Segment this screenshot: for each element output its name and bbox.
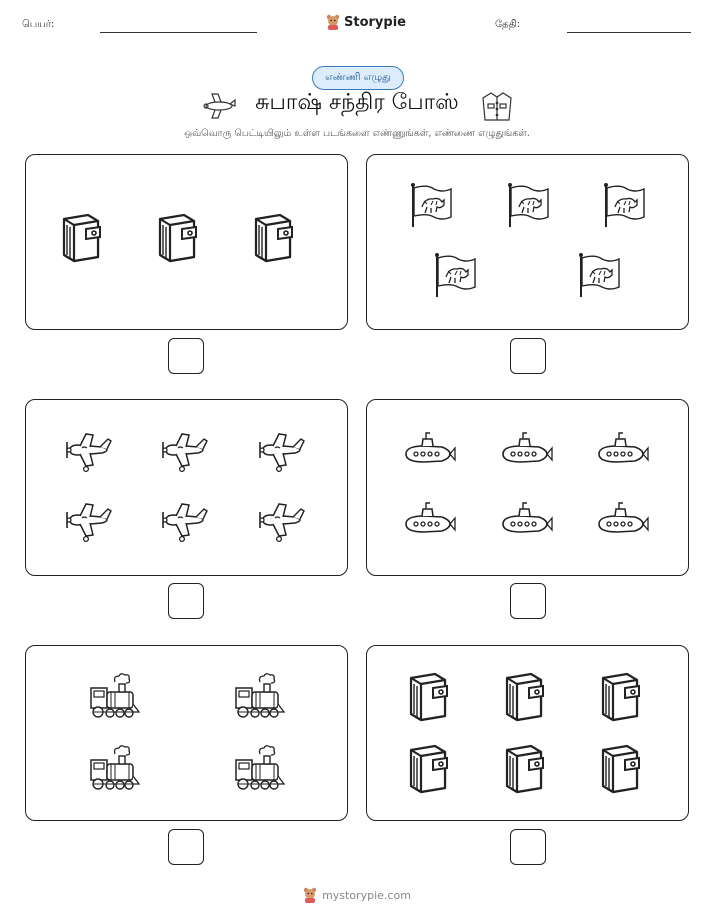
footer-url[interactable]: mystorypie.com: [322, 888, 411, 902]
answer-box-6[interactable]: [510, 829, 546, 865]
wallet-icon: [154, 211, 202, 265]
airplane-icon: [62, 430, 114, 474]
date-label: தேதி:: [495, 19, 521, 30]
tiger-flag-icon: [433, 253, 479, 301]
name-line[interactable]: [100, 32, 257, 33]
submarine-icon: [595, 430, 651, 470]
wallet-icon: [58, 211, 106, 265]
count-box-6: [366, 645, 689, 821]
wallet-icon: [597, 670, 645, 724]
answer-box-4[interactable]: [510, 583, 546, 619]
brand-name: Storypie: [344, 14, 406, 30]
count-box-3: [25, 399, 348, 576]
jacket-icon: [480, 90, 514, 126]
tiger-flag-icon: [506, 183, 552, 231]
page-title: சுபாஷ் சந்திர போஸ்: [255, 90, 459, 115]
answer-box-5[interactable]: [168, 829, 204, 865]
tiger-flag-icon: [602, 183, 648, 231]
wallet-icon: [501, 670, 549, 724]
answer-box-1[interactable]: [168, 338, 204, 374]
tiger-flag-icon: [577, 253, 623, 301]
wallet-icon: [405, 670, 453, 724]
footer: [0, 887, 714, 903]
wallet-icon: [597, 742, 645, 796]
bear-mascot-icon: [303, 887, 317, 903]
answer-box-2[interactable]: [510, 338, 546, 374]
count-box-2: [366, 154, 689, 330]
airplane-icon: [255, 500, 307, 544]
airplane-icon: [255, 430, 307, 474]
submarine-icon: [499, 500, 555, 540]
wallet-icon: [405, 742, 453, 796]
answer-box-3[interactable]: [168, 583, 204, 619]
brand-logo: [326, 14, 406, 30]
count-box-4: [366, 399, 689, 576]
steam-train-icon: [234, 672, 286, 720]
steam-train-icon: [89, 672, 141, 720]
submarine-icon: [402, 500, 458, 540]
name-label: பெயர்:: [22, 19, 55, 30]
count-box-1: [25, 154, 348, 330]
steam-train-icon: [89, 744, 141, 792]
airplane-icon: [158, 500, 210, 544]
submarine-icon: [499, 430, 555, 470]
activity-badge: எண்ணி எழுது: [312, 66, 404, 90]
airplane-icon: [158, 430, 210, 474]
submarine-icon: [595, 500, 651, 540]
wallet-icon: [250, 211, 298, 265]
count-box-5: [25, 645, 348, 821]
airplane-icon: [62, 500, 114, 544]
submarine-icon: [402, 430, 458, 470]
wallet-icon: [501, 742, 549, 796]
steam-train-icon: [234, 744, 286, 792]
tiger-flag-icon: [409, 183, 455, 231]
date-line[interactable]: [567, 32, 691, 33]
bear-mascot-icon: [326, 14, 340, 30]
instruction-text: ஒவ்வொரு பெட்டியிலும் உள்ள படங்களை எண்ணுங்கள், எண்ணை எழுதுங்கள்.: [184, 128, 530, 139]
